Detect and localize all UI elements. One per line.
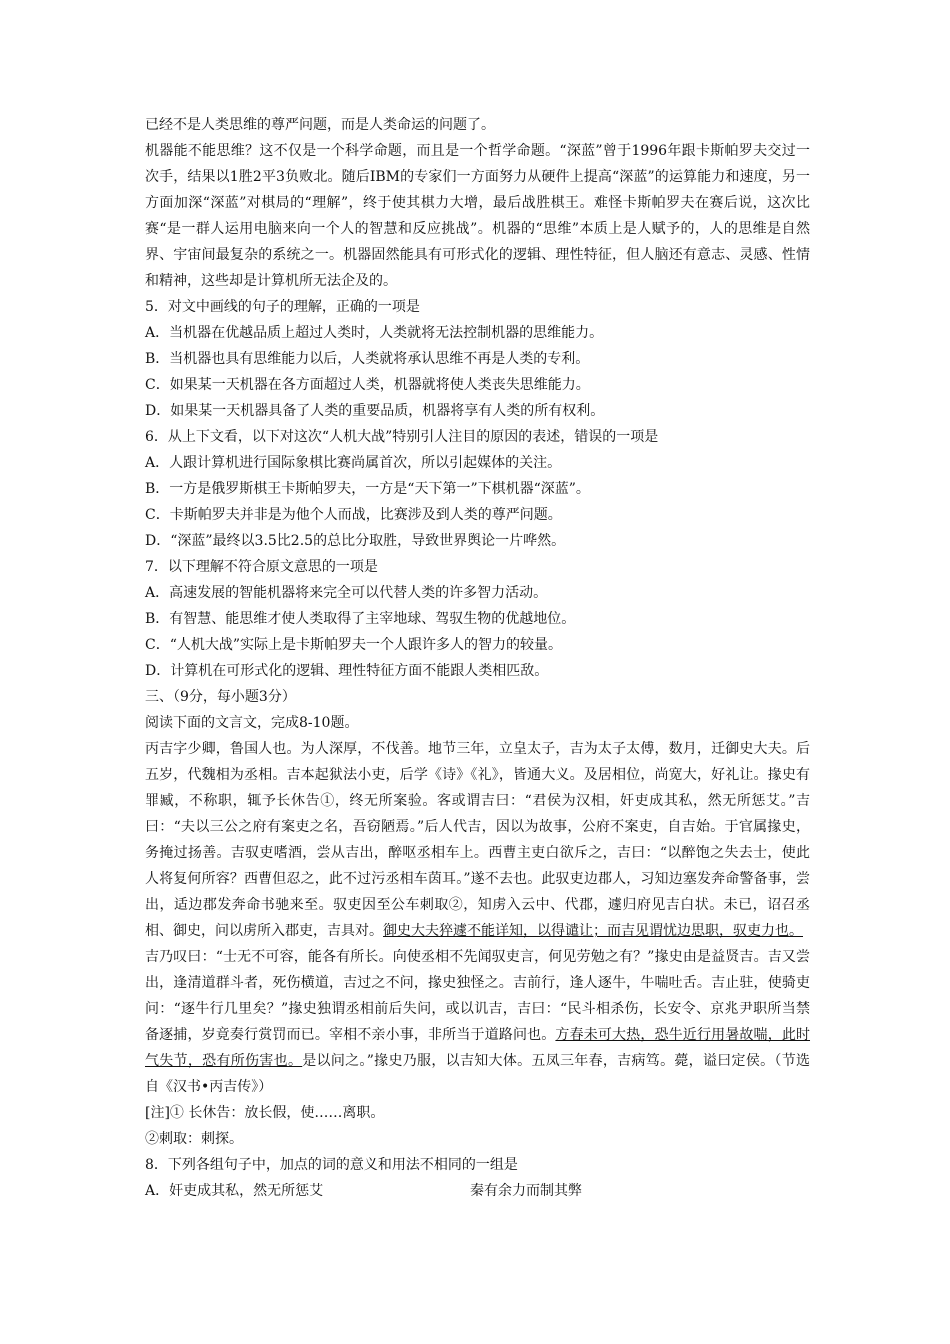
question-6-option-d: D．“深蓝”最终以3.5比2.5的总比分取胜，导致世界舆论一片哗然。 [145,533,566,549]
question-7-option-c: C．“人机大战”实际上是卡斯帕罗夫一个人跟许多人的智力的较量。 [145,637,563,653]
classical-text-paragraph-2 [145,944,810,1100]
question-8-option-a [145,1178,810,1204]
passage-paragraph: 机器能不能思维？这不仅是一个科学命题，而且是一个哲学命题。“深蓝”曾于1996年跟卡斯帕罗夫交过一次手，结果以1胜2平3负败北。随后IBM的专家们一方面努力从硬件上提高“深蓝”的运算能力和速度，另一方面加深“深蓝”对棋局的“理解”，终于使其棋力大增，最后战胜棋王。难怪卡斯帕罗夫在赛后说，这次比赛“是一群人运用电脑来向一个人的智慧和反应挑战”。机器的“思维”本质上是人赋予的，人的思维是自然界、宇宙间最复杂的系统之一。机器固然能具有可形式化的逻辑、理性特征，但人脑还有意志、灵感、性情和精神，这些却是计算机所无法企及的。 [145,143,810,289]
underlined-sentence-2: 方春未可大热，恐牛近行用暑故喘，此时气失节，恐有所伤害也。 [145,1027,811,1069]
question-7-option-d: D．计算机在可形式化的逻辑、理性特征方面不能跟人类相匹敌。 [145,663,549,679]
question-8-option-a-right: 秦有余力而制其弊 [470,1183,582,1199]
question-5-option-a: A．当机器在优越品质上超过人类时，人类就将无法控制机器的思维能力。 [145,325,604,341]
question-8-stem: 8．下列各组句子中，加点的词的意义和用法不相同的一组是 [145,1157,518,1173]
question-5-option-d: D．如果某一天机器具备了人类的重要品质，机器将享有人类的所有权利。 [145,403,605,419]
question-6-option-c: C．卡斯帕罗夫并非是为他个人而战，比赛涉及到人类的尊严问题。 [145,507,562,523]
footnote-1: [注]① 长休告：放长假，使……离职。 [145,1105,385,1121]
question-7-option-b: B．有智慧、能思维才使人类取得了主宰地球、驾驭生物的优越地位。 [145,611,576,627]
classical-text-part-b: 吉乃叹曰：“士无不可容，能各有所长。向使丞相不先闻驭吏言，何见劳勉之有？”掾史由是益贤吉。吉又尝出，逢清道群斗者，死伤横道，吉过之不问，掾史独怪之。吉前行，逢人逐牛，牛喘吐舌。吉止驻，使骑吏问：“逐牛行几里矣？”掾史独谓丞相前后失问，或以讥吉，吉曰：“民斗相杀伤，长安令、京兆尹职所当禁备逐捕，岁竟奏行赏罚而已。宰相不亲小事，非所当于道路问也。 [145,949,810,1043]
question-5-option-b: B．当机器也具有思维能力以后，人类就将承认思维不再是人类的专利。 [145,351,590,367]
section-3-heading: 三、（9分，每小题3分） [145,689,296,705]
footnote-2: ②刺取：刺探。 [145,1131,243,1147]
document-page [145,112,810,1204]
question-6-option-a: A．人跟计算机进行国际象棋比赛尚属首次，所以引起媒体的关注。 [145,455,562,471]
passage-paragraph: 已经不是人类思维的尊严问题，而是人类命运的问题了。 [145,117,495,133]
question-7-stem: 7．以下理解不符合原文意思的一项是 [145,559,378,575]
question-5-stem: 5．对文中画线的句子的理解，正确的一项是 [145,299,420,315]
section-3-instruction: 阅读下面的文言文，完成8-10题。 [145,715,359,731]
classical-text-paragraph [145,736,810,944]
classical-text-part-a: 丙吉字少卿，鲁国人也。为人深厚，不伐善。地节三年，立皇太子，吉为太子太傅，数月，迁御史大夫。后五岁，代魏相为丞相。吉本起狱法小吏，后学《诗》《礼》，皆通大义。及居相位，尚宽大，好礼让。掾史有罪臧，不称职，辄予长休告①，终无所案验。客或谓吉曰：“君侯为汉相，奸吏成其私，然无所惩艾。”吉曰：“夫以三公之府有案吏之名，吾窃陋焉。”后人代吉，因以为故事，公府不案吏，自吉始。于官属掾史，务掩过扬善。吉驭吏嗜酒，尝从吉出，醉呕丞相车上。西曹主吏白欲斥之，吉曰：“以醉饱之失去士，使此人将复何所容？西曹但忍之，此不过污丞相车茵耳。”遂不去也。此驭吏边郡人，习知边塞发奔命警备事，尝出，适边郡发奔命书驰来至。驭吏因至公车刺取②，知虏入云中、代郡，遽归府见吉白状。未已，诏召丞相、御史，问以虏所入郡吏，吉具对。 [145,741,810,939]
question-6-stem: 6．从上下文看，以下对这次“人机大战”特别引人注目的原因的表述，错误的一项是 [145,429,659,445]
question-5-option-c: C．如果某一天机器在各方面超过人类，机器就将使人类丧失思维能力。 [145,377,590,393]
question-8-option-a-left: A．奸吏成其私，然无所惩艾 [145,1183,324,1199]
underlined-sentence-1: 御史大夫猝遽不能详知，以得谴让；而吉见谓忧边思职，驭吏力也。 [383,923,803,939]
question-7-option-a: A．高速发展的智能机器将来完全可以代替人类的许多智力活动。 [145,585,548,601]
question-6-option-b: B．一方是俄罗斯棋王卡斯帕罗夫，一方是“天下第一”下棋机器“深蓝”。 [145,481,590,497]
classical-text-part-c: 是以问之。”掾史乃服，以吉知大体。五凤三年春，吉病笃。薨，谥曰定侯。（节选自《汉书•丙吉传》） [145,1053,811,1095]
